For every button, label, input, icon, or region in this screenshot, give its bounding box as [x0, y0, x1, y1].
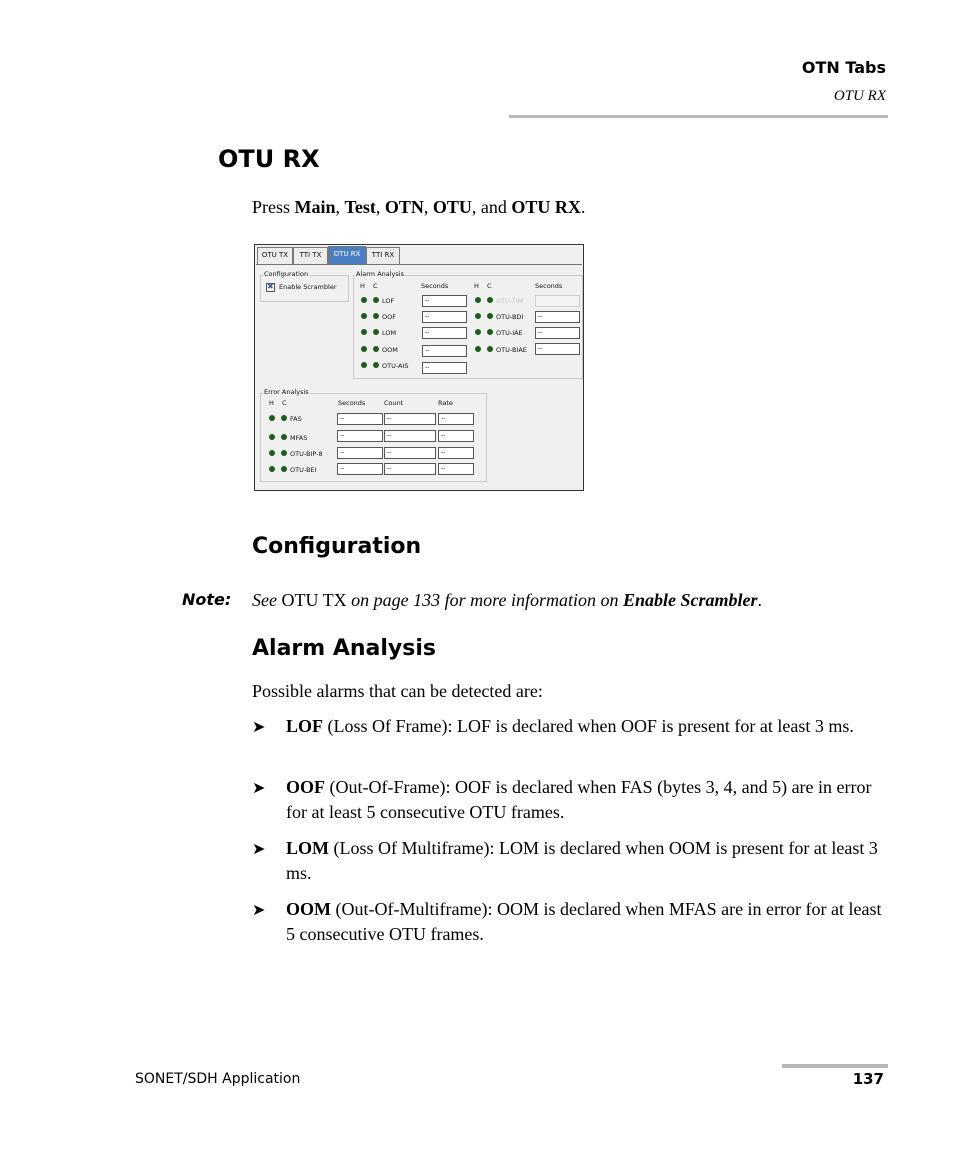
error-label-otu-bip-8: OTU-BIP-8 [290, 450, 323, 458]
bullet-arrow-icon: ➤ [252, 902, 266, 919]
alarm-label-otu-bdi: OTU-BDI [496, 313, 524, 321]
otu-biae-current-led [487, 346, 493, 352]
intro-paragraph: Press Main, Test, OTN, OTU, and OTU RX. [252, 197, 586, 217]
tab-baseline [256, 264, 582, 265]
alarm-label-oom: OOM [382, 346, 398, 354]
fas-count-field: -- [384, 413, 436, 425]
lof-current-led [373, 297, 379, 303]
alarm-label-otu-biae: OTU-BIAE [496, 346, 527, 354]
note-text: See OTU TX on page 133 for more information on Enable Scrambler. [252, 590, 762, 610]
configuration-group-label: Configuration [264, 270, 309, 278]
lom-current-led [373, 329, 379, 335]
alarm-intro: Possible alarms that can be detected are: [252, 681, 543, 701]
oom-history-led [361, 346, 367, 352]
lof-seconds-field: -- [422, 295, 467, 307]
lof-history-led [361, 297, 367, 303]
section-title: OTU RX [218, 145, 320, 173]
oof-current-led [373, 313, 379, 319]
otu-iae-history-led [475, 329, 481, 335]
note-label: Note: [182, 590, 232, 609]
otu-bip8-rate-field: -- [438, 447, 474, 459]
error-col-rate: Rate [438, 399, 453, 407]
alarm-analysis-heading: Alarm Analysis [252, 636, 436, 661]
otu-ais-current-led [373, 362, 379, 368]
alarm-col-seconds-right: Seconds [535, 282, 563, 290]
alarm-analysis-group-label: Alarm Analysis [356, 270, 404, 278]
bullet-arrow-icon: ➤ [252, 780, 266, 797]
alarm-label-oof: OOF [382, 313, 396, 321]
running-header-title: OTN Tabs [801, 58, 886, 77]
otu-ais-seconds-field: -- [422, 362, 467, 374]
tab-tti-tx[interactable]: TTI TX [293, 247, 328, 264]
error-col-count: Count [384, 399, 404, 407]
fas-seconds-field: -- [337, 413, 383, 425]
alarm-col-h-right: H [474, 282, 479, 290]
footer-document-title: SONET/SDH Application [135, 1071, 301, 1087]
bullet-arrow-icon: ➤ [252, 841, 266, 858]
enable-scrambler-checkbox[interactable] [266, 283, 275, 292]
oom-current-led [373, 346, 379, 352]
alarm-item-lof: LOF (Loss Of Frame): LOF is declared when OOF is present for at least 3 ms. [286, 716, 854, 736]
bullet-arrow-icon: ➤ [252, 719, 266, 736]
alarm-label-lof: LOF [382, 297, 395, 305]
otu-bdi-current-led [487, 313, 493, 319]
otu-tim-history-led [475, 297, 481, 303]
tab-tti-rx[interactable]: TTI RX [366, 247, 400, 264]
otu-tim-seconds-field [535, 295, 580, 307]
otu-bip8-seconds-field: -- [337, 447, 383, 459]
otu-bip8-history-led [269, 450, 275, 456]
error-label-fas: FAS [290, 415, 302, 423]
otu-ais-history-led [361, 362, 367, 368]
running-header-subtitle: OTU RX [833, 88, 886, 104]
alarm-col-c-right: C [487, 282, 492, 290]
otu-bdi-seconds-field: -- [535, 311, 580, 323]
otu-bdi-history-led [475, 313, 481, 319]
mfas-rate-field: -- [438, 430, 474, 442]
mfas-seconds-field: -- [337, 430, 383, 442]
otu-bip8-count-field: -- [384, 447, 436, 459]
oof-history-led [361, 313, 367, 319]
alarm-label-otu-iae: OTU-IAE [496, 329, 523, 337]
alarm-item-oom: OOM (Out-Of-Multiframe): OOM is declared when MFAS are in error for at least 5 consecutive OTU frames. [286, 899, 882, 944]
alarm-label-lom: LOM [382, 329, 397, 337]
otu-bip8-current-led [281, 450, 287, 456]
mfas-current-led [281, 434, 287, 440]
lom-seconds-field: -- [422, 327, 467, 339]
otu-biae-seconds-field: -- [535, 343, 580, 355]
lom-history-led [361, 329, 367, 335]
otu-bei-current-led [281, 466, 287, 472]
mfas-count-field: -- [384, 430, 436, 442]
error-label-otu-bei: OTU-BEI [290, 466, 317, 474]
otu-tim-current-led [487, 297, 493, 303]
error-col-c: C [282, 399, 287, 407]
mfas-history-led [269, 434, 275, 440]
fas-rate-field: -- [438, 413, 474, 425]
error-col-h: H [269, 399, 274, 407]
otu-bei-count-field: -- [384, 463, 436, 475]
enable-scrambler-label: Enable Scrambler [279, 283, 337, 291]
alarm-col-h: H [360, 282, 365, 290]
alarm-col-c: C [373, 282, 378, 290]
otu-iae-current-led [487, 329, 493, 335]
alarm-col-seconds: Seconds [421, 282, 449, 290]
alarm-item-oof: OOF (Out-Of-Frame): OOF is declared when FAS (bytes 3, 4, and 5) are in error for at least 5 consecutive OTU frames. [286, 777, 872, 822]
error-col-seconds: Seconds [338, 399, 366, 407]
oom-seconds-field: -- [422, 345, 467, 357]
otu-bei-seconds-field: -- [337, 463, 383, 475]
footer-rule [782, 1064, 888, 1068]
header-rule [509, 115, 888, 118]
otu-iae-seconds-field: -- [535, 327, 580, 339]
error-analysis-group-label: Error Analysis [264, 388, 309, 396]
otu-biae-history-led [475, 346, 481, 352]
error-label-mfas: MFAS [290, 434, 308, 442]
otu-bei-rate-field: -- [438, 463, 474, 475]
otu-bei-history-led [269, 466, 275, 472]
otu-rx-screenshot [254, 244, 584, 491]
alarm-item-lom: LOM (Loss Of Multiframe): LOM is declared when OOM is present for at least 3 ms. [286, 838, 878, 883]
alarm-label-otu-ais: OTU-AIS [382, 362, 409, 370]
fas-current-led [281, 415, 287, 421]
oof-seconds-field: -- [422, 311, 467, 323]
page-number: 137 [852, 1070, 884, 1088]
fas-history-led [269, 415, 275, 421]
configuration-heading: Configuration [252, 534, 422, 559]
tab-otu-tx[interactable]: OTU TX [257, 247, 293, 264]
alarm-label-otu-tim: OTU-TIM [496, 297, 524, 305]
tab-otu-rx[interactable]: OTU RX [328, 246, 366, 264]
